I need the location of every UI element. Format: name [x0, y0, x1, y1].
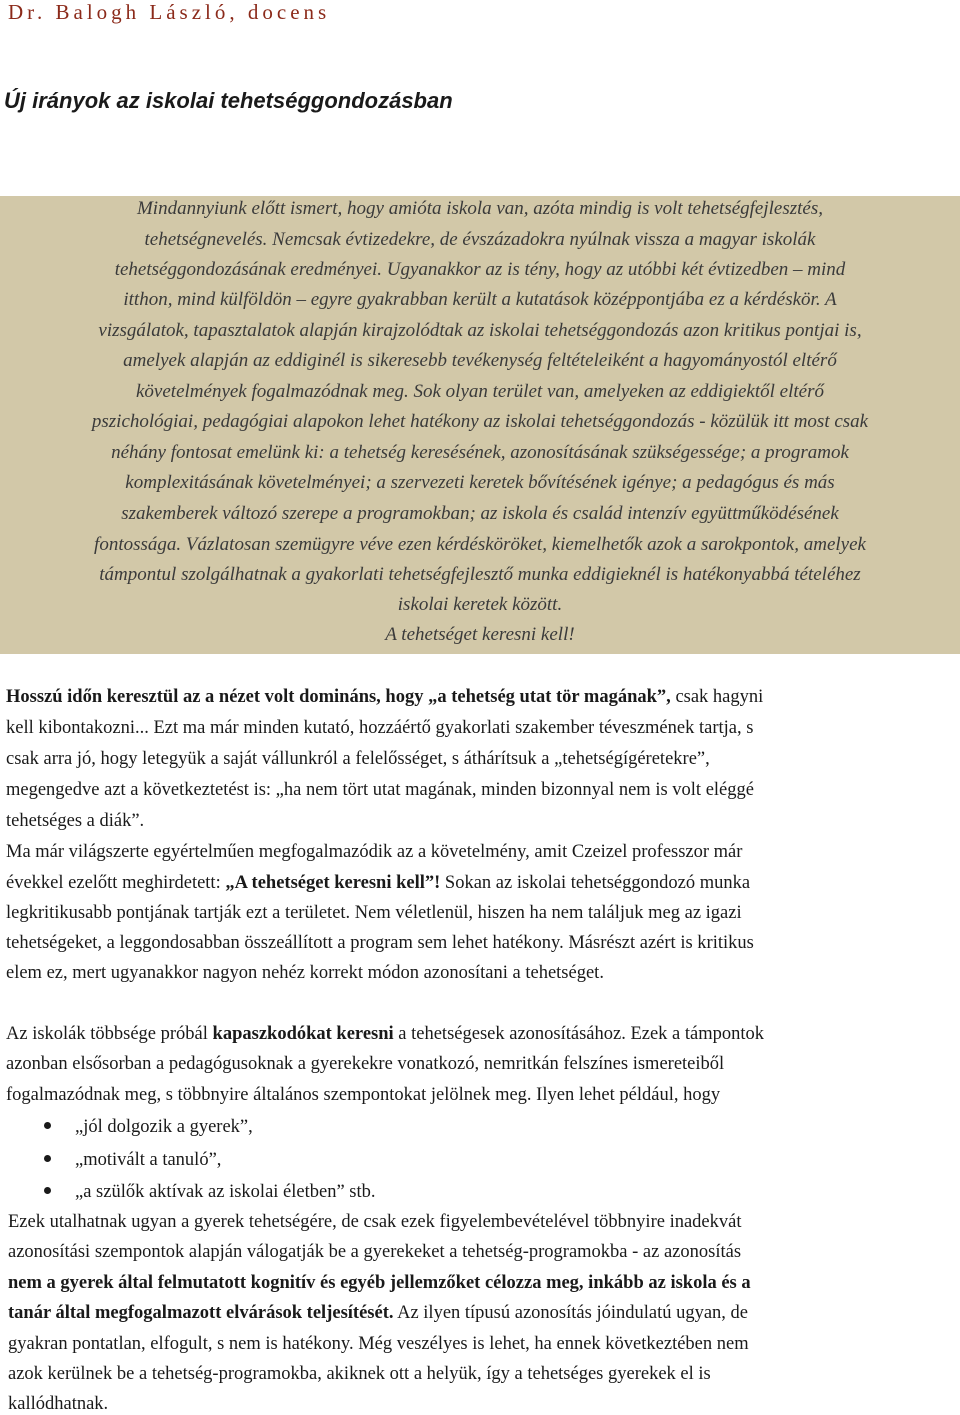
abstract-subheading: A tehetséget keresni kell!: [385, 624, 575, 645]
paragraph-line: csak arra jó, hogy letegyük a saját vállunkról a felelősséget, s áthárítsuk a „tehetségígéretekre”,: [6, 749, 710, 769]
text: Az ilyen típusú azonosítás jóindulatú ugyan, de: [393, 1303, 749, 1323]
bold-text: „A tehetséget keresni kell”!: [225, 873, 441, 893]
list-item: [44, 1149, 221, 1171]
abstract-box: [0, 196, 960, 654]
bullet-icon: [44, 1187, 51, 1194]
bullet-icon: [44, 1155, 51, 1162]
paragraph-line: [8, 1302, 952, 1324]
paragraph-line: Ezek utalhatnak ugyan a gyerek tehetségére, de csak ezek figyelembevételével többnyire inadekvát: [8, 1212, 742, 1232]
paragraph-line: Ma már világszerte egyértelműen megfogalmazódik az a követelmény, amit Czeizel professzor már: [6, 842, 743, 862]
paragraph-line: [6, 1023, 950, 1045]
abstract-line: szakemberek változó szerepe a programokban; az iskola és család intenzív együttműködésének: [121, 503, 839, 524]
paragraph-line: gyakran pontatlan, elfogult, s nem is hatékony. Még veszélyes is lehet, ha ennek következtében nem: [8, 1334, 749, 1354]
bold-text: tanár által megfogalmazott elvárások teljesítését.: [8, 1303, 394, 1323]
text: Az iskolák többsége próbál: [6, 1024, 213, 1044]
bullet-icon: [44, 1122, 51, 1129]
text: csak hagyni: [670, 687, 764, 707]
abstract-line: tehetséggondozásának eredményei. Ugyanakkor az is tény, hogy az utóbbi két évtizedben – mind: [114, 259, 846, 280]
paragraph-line: nem a gyerek által felmutatott kognitív és egyéb jellemzőket célozza meg, inkább az iskola és a: [8, 1273, 751, 1293]
abstract-line: amelyek alapján az eddiginél is sikeresebb tevékenység feltételeiként a hagyományostól eltérő: [123, 350, 837, 371]
list-item-text: „motivált a tanuló”,: [75, 1150, 222, 1170]
paragraph-line: kell kibontakozni... Ezt ma már minden kutató, hozzáértő gyakorlati szakember téveszmének tartja, s: [6, 718, 754, 738]
paragraph-line: fogalmazódnak meg, s többnyire általános szempontokat jelölnek meg. Ilyen lehet például, hogy: [6, 1085, 721, 1105]
list-item: [44, 1116, 253, 1138]
paragraph-line: legkritikusabb pontjának tartják ezt a területet. Nem véletlenül, hiszen ha nem találjuk meg az igazi: [6, 903, 742, 923]
paragraph-line: tehetségeket, a leggondosabban összeállított a program sem lehet hatékony. Másrészt azért is kritikus: [6, 933, 754, 953]
text: Sokan az iskolai tehetséggondozó munka: [440, 873, 751, 893]
abstract-line: tehetségnevelés. Nemcsak évtizedekre, de évszázadokra nyúlnak vissza a magyar iskolák: [144, 229, 816, 250]
abstract-line: komplexitásának követelményei; a szervezeti keretek bővítésének igénye; a pedagógus és más: [125, 472, 835, 493]
author-line: Dr. Balogh László, docens: [8, 0, 331, 24]
abstract-line: támpontul szolgálhatnak a gyakorlati tehetségfejlesztő munka eddigieknél is hatékonyabbá tételéhez: [99, 564, 861, 585]
text: évekkel ezelőtt meghirdetett:: [6, 873, 226, 893]
paragraph-line: azonban elsősorban a pedagógusoknak a gyerekekre vonatkozó, nemritkán felszínes ismereteiből: [6, 1054, 725, 1074]
paragraph-line: tehetséges a diák”.: [6, 811, 145, 831]
text: a tehetségesek azonosításához. Ezek a támpontok: [393, 1024, 765, 1044]
paragraph-line: [6, 872, 950, 894]
bold-text: kapaszkodókat keresni: [212, 1024, 394, 1044]
paragraph-line: megengedve azt a következtetést is: „ha nem tört utat magának, minden bizonnyal nem is volt eléggé: [6, 780, 754, 800]
list-item-text: „a szülők aktívak az iskolai életben” stb.: [75, 1182, 376, 1202]
abstract-line: pszichológiai, pedagógiai alapokon lehet hatékony az iskolai tehetséggondozás - közülük itt most csak: [91, 411, 869, 432]
abstract-line: itthon, mind külföldön – egyre gyakrabban került a kutatások középpontjába ez a kérdéskör. A: [123, 289, 837, 310]
list-item: [44, 1181, 376, 1203]
paragraph-line: elem ez, mert ugyanakkor nagyon nehéz korrekt módon azonosítani a tehetséget.: [6, 963, 604, 983]
page-title: Új irányok az iskolai tehetséggondozásban: [4, 88, 453, 113]
bold-text: Hosszú időn keresztül az a nézet volt domináns, hogy „a tehetség utat tör magának”,: [6, 687, 671, 707]
paragraph-line: azok kerülnek be a tehetség-programokba, akiknek ott a helyük, így a tehetséges gyerekek el is: [8, 1364, 711, 1384]
abstract-line: néhány fontosat emelünk ki: a tehetség keresésének, azonosításának szükségessége; a programok: [111, 442, 849, 463]
abstract-line: iskolai keretek között.: [397, 594, 563, 615]
list-item-text: „jól dolgozik a gyerek”,: [75, 1117, 253, 1137]
abstract-line: fontossága. Vázlatosan szemügyre véve ezen kérdésköröket, kiemelhetők azok a sarokpontok, amelyek: [94, 534, 866, 555]
paragraph-line: azonosítási szempontok alapján válogatják be a gyerekeket a tehetség-programokba - az azonosítás: [8, 1242, 742, 1262]
abstract-line: követelmények fogalmazódnak meg. Sok olyan terület van, amelyeken az eddigiektől eltérő: [136, 381, 824, 402]
paragraph-line: kallódhatnak.: [8, 1394, 109, 1414]
paragraph-line: [6, 686, 950, 708]
abstract-line: vizsgálatok, tapasztalatok alapján kirajzolódtak az iskolai tehetséggondozás azon kritikus pontjai is,: [98, 320, 862, 341]
abstract-line: Mindannyiunk előtt ismert, hogy amióta iskola van, azóta mindig is volt tehetségfejlesztés,: [136, 198, 823, 219]
